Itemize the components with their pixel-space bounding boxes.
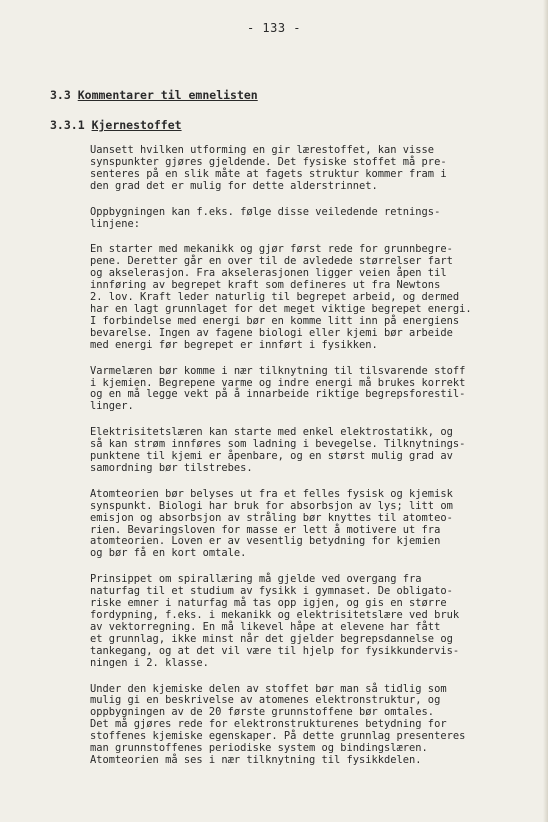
page-edge-shadow <box>543 0 548 822</box>
page-number: - 133 - <box>246 21 302 35</box>
subsection-number: 3.3.1 <box>50 118 85 132</box>
section-heading <box>50 88 258 102</box>
paragraph: Varmelæren bør komme i nær tilknytning til tilsvarende stoff i kjemien. Begrepene varme og indre energi må brukes korrekt og en må legge vekt på å innarbeide riktige begrepsforestil- linger. <box>90 364 466 413</box>
paragraph: Uansett hvilken utforming en gir lærestoffet, kan visse synspunkter gjøres gjeldende. Det fysiske stoffet må pre- senteres på en slik måte at fagets struktur kommer fram i den grad det er mulig for dette alderstrinnet. <box>90 144 447 192</box>
paragraph: Atomteorien bør belyses ut fra et felles fysisk og kjemisk synspunkt. Biologi har bruk for absorbsjon av lys; litt om emisjon og absorbsjon av stråling bør knyttes til atomteo- rien. Bevaringsloven for masse er lett å motivere ut fra atomteorien. Loven er av vesentlig betydning for kjemien og bør få en kort omtale. <box>90 487 453 560</box>
paragraph: En starter med mekanikk og gjør først rede for grunnbegre- pene. Deretter går en over til de avledede størrelser fart og akselerasjon. Fra akselerasjonen ligger veien åpen til innføring av begrepet kraft som defineres ut fra Newtons 2. lov. Kraft leder naturlig til begrepet arbeid, og dermed har en lagt grunnlaget for det meget viktige begrepet energi. I forbindelse med energi bør en komme litt inn på energiens bevarelse. Ingen av fagene biologi eller kjemi bør arbeide med energi før begrepet er innført i fysikken. <box>90 243 472 351</box>
paragraph: Under den kjemiske delen av stoffet bør man så tidlig som mulig gi en beskrivelse av atomenes elektronstruktur, og oppbygningen av de 20 første grunnstoffene bør omtales. Det må gjøres rede for elektronstrukturenes betydning for stoffenes kjemiske egenskaper. På dette grunnlag presenteres man grunnstoffenes periodiske system og bindingslæren. Atomteorien må ses i nær tilknytning til fysikkdelen. <box>90 682 466 766</box>
section-title: Kommentarer til emnelisten <box>77 88 258 102</box>
paragraph: Prinsippet om spirallæring må gjelde ved overgang fra naturfag til et studium av fysikk i gymnaset. De obligato- riske emner i naturfag må tas opp igjen, og gis en større fordypning, f.eks. i mekanikk og elektrisitetslære ved bruk av vektorregning. En må likevel håpe at elevene har fått et grunnlag, ikke minst når det gjelder begrepsdannelse og tankegang, og at det vil være til hjelp for fysikkundervis- ningen i 2. klasse. <box>90 573 460 669</box>
subsection-title: Kjernestoffet <box>91 118 182 132</box>
section-number: 3.3 <box>50 88 71 102</box>
paragraph: Oppbygningen kan f.eks. følge disse veiledende retnings- linjene: <box>90 205 441 230</box>
paragraph: Elektrisitetslæren kan starte med enkel elektrostatikk, og så kan strøm innføres som ladning i bevegelse. Tilknytnings- punktene til kjemi er åpenbare, og en størst mulig grad av samordning bør tilstrebes. <box>90 426 466 474</box>
body-text <box>90 145 542 781</box>
subsection-heading <box>50 118 182 132</box>
